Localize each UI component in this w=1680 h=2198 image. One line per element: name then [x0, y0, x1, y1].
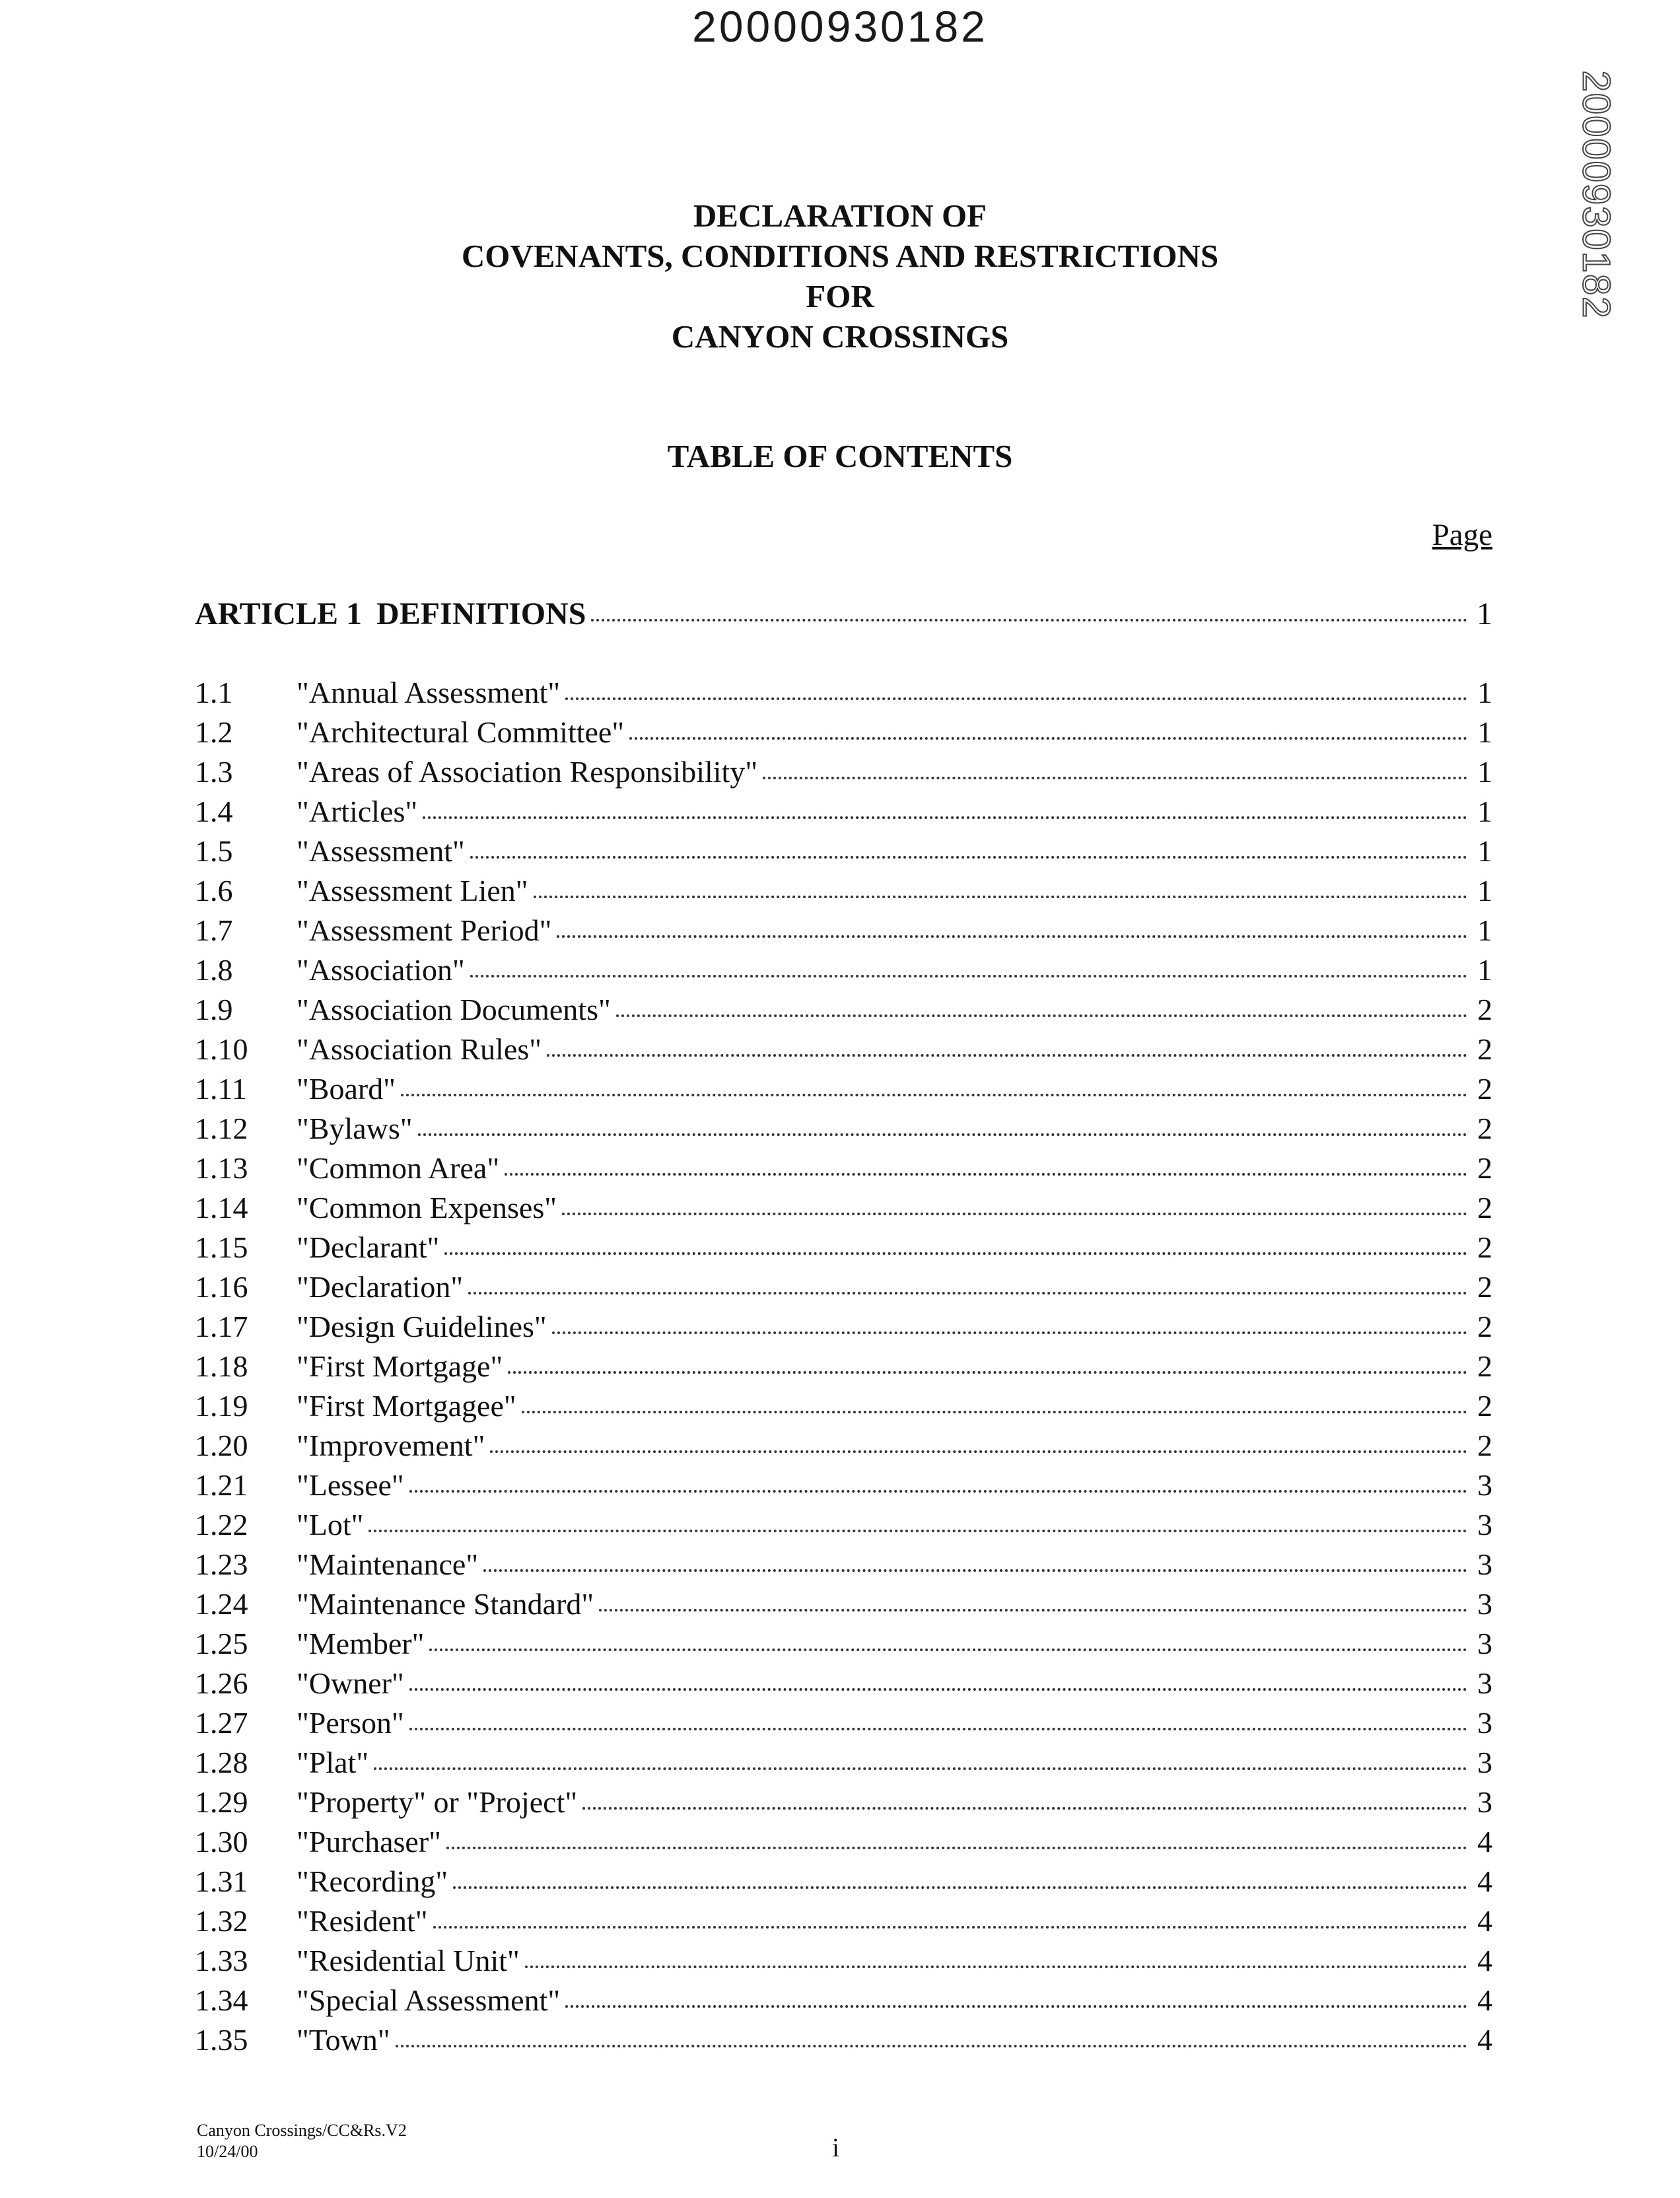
toc-entry-label: "Recording": [297, 1864, 448, 1898]
toc-entry: [195, 1943, 1492, 1983]
toc-entry-page: 3: [1477, 1746, 1492, 1779]
dot-leader: [565, 2005, 1467, 2008]
toc-entry: [195, 2022, 1492, 2062]
dot-leader: [368, 1530, 1467, 1532]
toc-entry-page: 2: [1477, 1072, 1492, 1106]
toc-entry-label: "Lot": [297, 1508, 364, 1542]
dot-leader: [418, 1133, 1467, 1136]
toc-entry-number: 1.28: [195, 1746, 248, 1779]
toc-entry-page: 3: [1477, 1587, 1492, 1621]
document-title: [0, 195, 1680, 357]
toc-entry-page: 2: [1477, 1389, 1492, 1423]
toc-entry-label: "First Mortgage": [297, 1349, 503, 1383]
toc-entry-page: 1: [1477, 755, 1492, 789]
toc-entry-page: 2: [1477, 1151, 1492, 1185]
toc-entry-page: 4: [1477, 1825, 1492, 1859]
toc-entry-page: 1: [1477, 795, 1492, 828]
toc-entry: [195, 873, 1492, 913]
toc-entry: [195, 1586, 1492, 1626]
toc-entry-number: 1.18: [195, 1349, 248, 1383]
toc-entry-page: 1: [1477, 953, 1492, 987]
toc-entry-page: 2: [1477, 993, 1492, 1026]
toc-entry: [195, 1269, 1492, 1309]
toc-entry-label: "Association Rules": [297, 1032, 542, 1066]
dot-leader: [470, 856, 1467, 859]
toc-entry-page: 1: [1477, 874, 1492, 907]
toc-entry-page: 4: [1477, 1904, 1492, 1938]
dot-leader: [446, 1847, 1467, 1849]
side-stamp-text: 20000930182: [1574, 70, 1618, 320]
title-line-4: CANYON CROSSINGS: [671, 318, 1009, 355]
toc-entry-number: 1.34: [195, 1983, 248, 2017]
dot-leader: [409, 1728, 1467, 1730]
title-line-3: FOR: [806, 278, 874, 314]
toc-entry-page: 4: [1477, 1944, 1492, 1977]
toc-entry-number: 1.29: [195, 1785, 248, 1819]
toc-entry-number: 1.9: [195, 993, 233, 1026]
toc-entry-number: 1.6: [195, 874, 233, 907]
toc-entry: [195, 913, 1492, 952]
toc-entry-label: "Town": [297, 2023, 390, 2057]
toc-entry-page: 3: [1477, 1468, 1492, 1502]
footer-doc-ref: Canyon Crossings/CC&Rs.V2: [197, 2121, 407, 2140]
toc-entry-label: "Assessment Period": [297, 913, 552, 947]
toc-entry-number: 1.17: [195, 1310, 248, 1343]
toc-entry-page: 3: [1477, 1508, 1492, 1542]
toc-entry: [195, 1666, 1492, 1705]
toc-entry: [195, 1032, 1492, 1071]
toc-entry-label: "Member": [297, 1627, 425, 1660]
toc-entry-label: "Association": [297, 953, 465, 987]
toc-entry-number: 1.26: [195, 1666, 248, 1700]
dot-leader: [763, 777, 1467, 779]
dot-leader: [616, 1014, 1467, 1017]
toc-entry-page: 4: [1477, 1864, 1492, 1898]
toc-entry: [195, 1785, 1492, 1824]
toc-entry: [195, 1824, 1492, 1864]
toc-entry-label: "Areas of Association Responsibility": [297, 755, 758, 789]
dot-leader: [396, 2045, 1467, 2047]
toc-entry: [195, 1864, 1492, 1903]
article-title: DEFINITIONS: [376, 596, 586, 631]
toc-entry-number: 1.35: [195, 2023, 248, 2057]
toc-entry-number: 1.2: [195, 715, 233, 749]
toc-entry: [195, 754, 1492, 794]
title-line-1: DECLARATION OF: [693, 197, 987, 234]
dot-leader: [508, 1371, 1467, 1374]
toc-entry: [195, 952, 1492, 992]
toc-entry-label: "Common Expenses": [297, 1191, 557, 1224]
toc-entry-label: "Residential Unit": [297, 1944, 520, 1977]
toc-entry-number: 1.33: [195, 1944, 248, 1977]
toc-entry-label: "Bylaws": [297, 1112, 413, 1145]
dot-leader: [374, 1767, 1467, 1770]
toc-entry-number: 1.1: [195, 676, 233, 709]
toc-entry-label: "Special Assessment": [297, 1983, 561, 2017]
toc-entry: [195, 1151, 1492, 1190]
toc-entry: [195, 1111, 1492, 1151]
toc-entry-number: 1.11: [195, 1072, 247, 1106]
toc-entry-number: 1.19: [195, 1389, 248, 1423]
dot-leader: [547, 1054, 1467, 1057]
toc-entry-page: 2: [1477, 1429, 1492, 1462]
toc-entry-label: "Annual Assessment": [297, 676, 561, 709]
dot-leader: [470, 975, 1467, 977]
toc-entry-page: 2: [1477, 1112, 1492, 1145]
toc-entry: [195, 1071, 1492, 1111]
toc-entry-label: "Declarant": [297, 1230, 440, 1264]
toc-entry: [195, 715, 1492, 754]
dot-leader: [525, 1966, 1467, 1968]
title-line-2: COVENANTS, CONDITIONS AND RESTRICTIONS: [461, 238, 1219, 274]
dot-leader: [401, 1094, 1467, 1096]
toc-entry-label: "Maintenance": [297, 1547, 479, 1581]
article-page: 1: [1477, 596, 1492, 631]
toc-entry-page: 3: [1477, 1666, 1492, 1700]
dot-leader: [599, 1609, 1467, 1612]
toc-entry-label: "Declaration": [297, 1270, 464, 1304]
toc-entry: [195, 1626, 1492, 1666]
toc-entry-label: "Lessee": [297, 1468, 404, 1502]
toc-heading: TABLE OF CONTENTS: [667, 438, 1013, 474]
dot-leader: [505, 1173, 1467, 1176]
toc-entry: [195, 1190, 1492, 1230]
toc-entry-page: 2: [1477, 1349, 1492, 1383]
toc-entry-number: 1.24: [195, 1587, 248, 1621]
dot-leader: [562, 1213, 1467, 1215]
dot-leader: [468, 1292, 1467, 1294]
toc-entry-page: 1: [1477, 715, 1492, 749]
toc-entry-label: "Board": [297, 1072, 396, 1106]
toc-entries-list: [195, 675, 1492, 2062]
toc-entry-number: 1.25: [195, 1627, 248, 1660]
toc-entry-label: "Common Area": [297, 1151, 500, 1185]
toc-entry: [195, 833, 1492, 873]
toc-entry-number: 1.27: [195, 1706, 248, 1740]
toc-entry-number: 1.15: [195, 1230, 248, 1264]
toc-entry-page: 1: [1477, 834, 1492, 868]
toc-entry: [195, 1547, 1492, 1586]
toc-entry-page: 1: [1477, 913, 1492, 947]
toc-entry-label: "Association Documents": [297, 993, 611, 1026]
toc-entry-page: 4: [1477, 2023, 1492, 2057]
dot-leader: [490, 1450, 1467, 1453]
dot-leader: [444, 1252, 1467, 1255]
toc-entry-number: 1.12: [195, 1112, 248, 1145]
toc-entry-number: 1.7: [195, 913, 233, 947]
toc-entry-page: 4: [1477, 1983, 1492, 2017]
toc-entry-page: 3: [1477, 1785, 1492, 1819]
toc-entry-label: "Design Guidelines": [297, 1310, 547, 1343]
toc-entry-label: "Person": [297, 1706, 404, 1740]
dot-leader: [423, 816, 1467, 819]
dot-leader: [409, 1688, 1467, 1691]
toc-entry-number: 1.31: [195, 1864, 248, 1898]
dot-leader: [557, 935, 1467, 938]
toc-entry: [195, 675, 1492, 715]
toc-entry: [195, 794, 1492, 833]
article-heading: [195, 596, 1492, 636]
toc-entry: [195, 1388, 1492, 1428]
toc-entry-label: "Assessment Lien": [297, 874, 528, 907]
toc-entry-label: "Maintenance Standard": [297, 1587, 594, 1621]
dot-leader: [522, 1411, 1467, 1413]
toc-entry: [195, 1309, 1492, 1349]
toc-entry-label: "Resident": [297, 1904, 428, 1938]
toc-entry-page: 2: [1477, 1191, 1492, 1224]
toc-entry-number: 1.10: [195, 1032, 248, 1066]
toc-entry-number: 1.14: [195, 1191, 248, 1224]
toc-entry: [195, 1983, 1492, 2022]
toc-entry-label: "Improvement": [297, 1429, 485, 1462]
dot-leader: [565, 697, 1467, 700]
dot-leader: [429, 1648, 1467, 1651]
toc-entry-page: 2: [1477, 1270, 1492, 1304]
toc-entry-label: "Plat": [297, 1746, 369, 1779]
toc-entry: [195, 1468, 1492, 1507]
toc-entry-number: 1.21: [195, 1468, 248, 1502]
toc-entry-page: 2: [1477, 1310, 1492, 1343]
dot-leader: [483, 1569, 1467, 1572]
toc-entry-page: 2: [1477, 1032, 1492, 1066]
toc-entry-label: "Property" or "Project": [297, 1785, 578, 1819]
dot-leader: [534, 896, 1467, 898]
dot-leader: [453, 1886, 1467, 1889]
article-number: ARTICLE 1: [195, 596, 363, 631]
dot-leader: [582, 1807, 1467, 1810]
toc-entry-number: 1.20: [195, 1429, 248, 1462]
toc-entry-number: 1.22: [195, 1508, 248, 1542]
toc-entry-number: 1.13: [195, 1151, 248, 1185]
footer-date: 10/24/00: [197, 2142, 258, 2161]
toc-entry-page: 3: [1477, 1627, 1492, 1660]
dot-leader: [629, 737, 1467, 740]
dot-leader: [409, 1490, 1467, 1493]
toc-entry-number: 1.3: [195, 755, 233, 789]
toc-entry-label: "Assessment": [297, 834, 465, 868]
toc-entry-number: 1.5: [195, 834, 233, 868]
toc-entry-label: "First Mortgagee": [297, 1389, 516, 1423]
toc-entry-label: "Architectural Committee": [297, 715, 625, 749]
footer-page-number: i: [832, 2133, 840, 2162]
toc-entry-label: "Purchaser": [297, 1825, 441, 1859]
toc-entry-page: 1: [1477, 676, 1492, 709]
toc-entry: [195, 992, 1492, 1032]
toc-entry: [195, 1230, 1492, 1269]
toc-entry: [195, 1428, 1492, 1468]
toc-entry-number: 1.16: [195, 1270, 248, 1304]
page-column-label: Page: [1432, 518, 1492, 552]
recording-number: 20000930182: [692, 2, 988, 51]
toc-entry: [195, 1903, 1492, 1943]
dot-leader: [552, 1331, 1467, 1334]
toc-entry-number: 1.8: [195, 953, 233, 987]
toc-entry-page: 3: [1477, 1706, 1492, 1740]
toc-entry: [195, 1507, 1492, 1547]
toc-entry-number: 1.32: [195, 1904, 248, 1938]
toc-entry-number: 1.4: [195, 795, 233, 828]
dot-leader: [591, 619, 1467, 621]
toc-entry: [195, 1745, 1492, 1785]
toc-entry-page: 2: [1477, 1230, 1492, 1264]
footer-reference: [197, 2120, 407, 2162]
toc-entry: [195, 1705, 1492, 1745]
toc-entry: [195, 1349, 1492, 1388]
toc-entry-page: 3: [1477, 1547, 1492, 1581]
toc-entry-number: 1.30: [195, 1825, 248, 1859]
dot-leader: [433, 1926, 1467, 1929]
toc-entry-number: 1.23: [195, 1547, 248, 1581]
toc-entry-label: "Articles": [297, 795, 418, 828]
toc-entry-label: "Owner": [297, 1666, 404, 1700]
